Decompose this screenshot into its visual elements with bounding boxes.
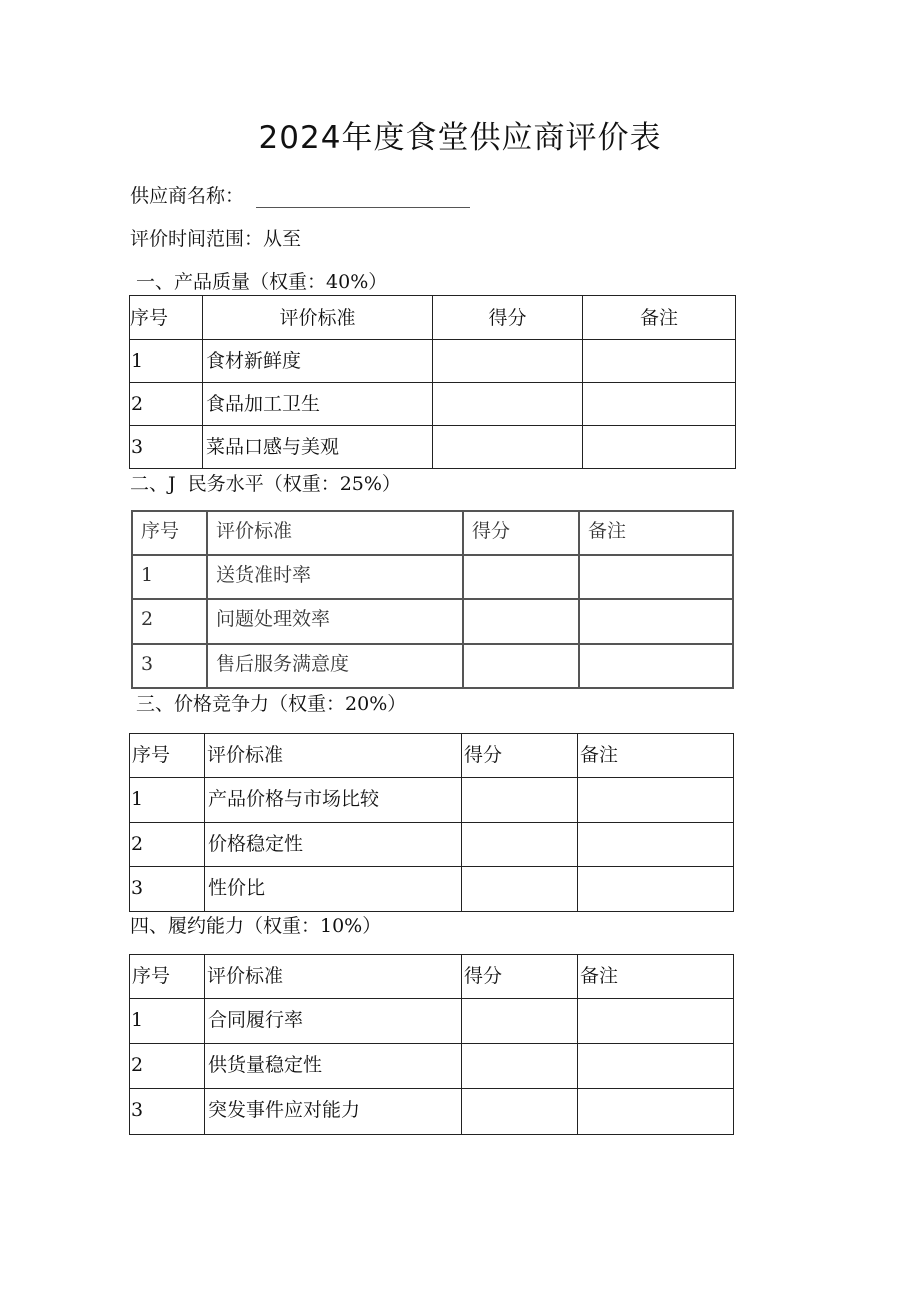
score-cell[interactable]	[433, 383, 583, 426]
row-criteria: 问题处理效率	[216, 608, 331, 630]
remark-cell[interactable]	[583, 340, 736, 383]
row-index: 1	[131, 350, 144, 372]
table-row	[130, 426, 736, 469]
row-index: 1	[131, 1009, 144, 1031]
score-cell[interactable]	[462, 778, 578, 823]
score-cell[interactable]	[433, 340, 583, 383]
section-3-table	[129, 733, 734, 912]
section-3-heading: 三、价格竞争力（权重：20%）	[130, 693, 407, 715]
remark-cell[interactable]	[579, 555, 733, 599]
table-row	[130, 1089, 734, 1135]
row-index: 2	[131, 1054, 144, 1076]
remark-cell[interactable]	[578, 1089, 734, 1135]
header-remark: 备注	[588, 520, 627, 542]
row-criteria: 产品价格与市场比较	[208, 788, 380, 810]
remark-cell[interactable]	[579, 644, 733, 688]
remark-cell[interactable]	[578, 999, 734, 1044]
table-row	[130, 867, 734, 912]
section-1-table	[129, 295, 736, 469]
row-criteria: 食材新鲜度	[206, 350, 302, 372]
header-remark: 备注	[580, 744, 619, 766]
remark-cell[interactable]	[579, 599, 733, 644]
header-score: 得分	[472, 520, 511, 542]
row-criteria: 售后服务满意度	[216, 653, 350, 675]
row-index: 1	[131, 788, 144, 810]
header-remark: 备注	[583, 296, 736, 340]
header-criteria: 评价标准	[203, 296, 433, 340]
row-index: 3	[141, 653, 154, 675]
header-remark: 备注	[580, 965, 619, 987]
row-criteria: 送货准时率	[216, 564, 312, 586]
remark-cell[interactable]	[578, 1044, 734, 1089]
score-cell[interactable]	[463, 644, 579, 688]
row-criteria: 合同履行率	[208, 1009, 304, 1031]
supplier-name-field	[130, 184, 470, 208]
header-criteria: 评价标准	[207, 965, 284, 987]
score-cell[interactable]	[462, 1044, 578, 1089]
row-criteria: 供货量稳定性	[208, 1054, 323, 1076]
table-row	[132, 644, 733, 688]
row-index: 3	[131, 1099, 144, 1121]
table-row	[130, 383, 736, 426]
table-row	[132, 555, 733, 599]
remark-cell[interactable]	[578, 823, 734, 867]
header-score: 得分	[433, 296, 583, 340]
table-header-row	[130, 734, 734, 778]
score-cell[interactable]	[463, 555, 579, 599]
section-1-heading: 一、产品质量（权重：40%）	[130, 271, 388, 293]
header-score: 得分	[464, 744, 503, 766]
header-index: 序号	[132, 744, 171, 766]
header-criteria: 评价标准	[207, 744, 284, 766]
remark-cell[interactable]	[578, 778, 734, 823]
score-cell[interactable]	[462, 867, 578, 912]
score-cell[interactable]	[463, 599, 579, 644]
row-criteria: 价格稳定性	[208, 833, 304, 855]
row-criteria: 食品加工卫生	[206, 393, 321, 415]
table-header-row	[130, 296, 736, 340]
section-2-heading: 二、J 民务水平（权重：25%）	[130, 473, 401, 495]
row-index: 2	[131, 393, 144, 415]
section-4-table	[129, 954, 734, 1135]
score-cell[interactable]	[462, 1089, 578, 1135]
table-header-row	[130, 955, 734, 999]
table-row	[132, 599, 733, 644]
row-criteria: 菜品口感与美观	[206, 436, 340, 458]
section-2-table	[131, 510, 734, 689]
row-criteria: 突发事件应对能力	[208, 1099, 361, 1121]
row-index: 3	[131, 436, 144, 458]
table-row	[130, 1044, 734, 1089]
table-row	[130, 778, 734, 823]
header-index: 序号	[141, 520, 180, 542]
row-criteria: 性价比	[208, 877, 266, 899]
remark-cell[interactable]	[578, 867, 734, 912]
table-row	[130, 340, 736, 383]
row-index: 1	[141, 564, 154, 586]
remark-cell[interactable]	[583, 383, 736, 426]
remark-cell[interactable]	[583, 426, 736, 469]
score-cell[interactable]	[462, 999, 578, 1044]
table-row	[130, 999, 734, 1044]
supplier-name-blank[interactable]	[256, 185, 470, 208]
evaluation-period: 评价时间范围：从至	[130, 228, 302, 250]
header-index: 序号	[132, 965, 171, 987]
section-4-heading: 四、履约能力（权重：10%）	[130, 915, 382, 937]
score-cell[interactable]	[433, 426, 583, 469]
row-index: 3	[131, 877, 144, 899]
table-header-row	[132, 511, 733, 555]
row-index: 2	[131, 833, 144, 855]
document-title: 2024年度食堂供应商评价表	[258, 120, 662, 156]
header-index: 序号	[130, 296, 203, 340]
supplier-name-label: 供应商名称：	[130, 185, 245, 207]
header-criteria: 评价标准	[216, 520, 293, 542]
table-row	[130, 823, 734, 867]
row-index: 2	[141, 608, 154, 630]
header-score: 得分	[464, 965, 503, 987]
score-cell[interactable]	[462, 823, 578, 867]
